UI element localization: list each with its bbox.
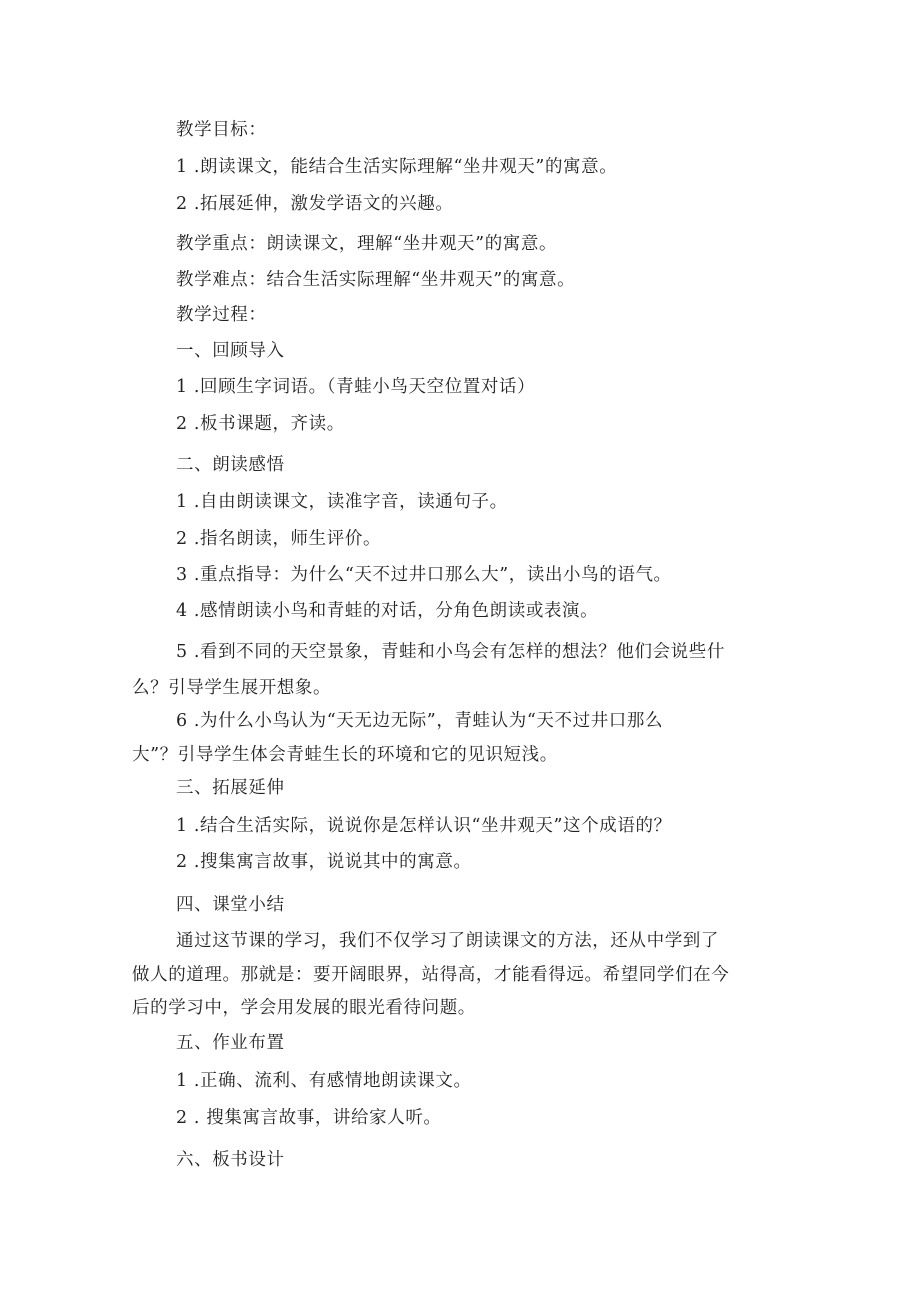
teaching-goals-heading: 教学目标： <box>176 120 267 140</box>
section-2-heading: 二、朗读感悟 <box>176 455 285 475</box>
section-3-item-1: 1 .结合生活实际，说说你是怎样认识“坐井观天”这个成语的？ <box>176 816 672 836</box>
section-3-heading: 三、拓展延伸 <box>176 778 285 798</box>
section-2-item-2: 2 .指名朗读，师生评价。 <box>176 529 382 549</box>
section-2-item-1: 1 .自由朗读课文，读准字音，读通句子。 <box>176 492 508 512</box>
section-2-item-4: 4 .感情朗读小鸟和青蛙的对话，分角色朗读或表演。 <box>176 601 599 621</box>
section-2-item-3: 3 .重点指导：为什么“天不过井口那么大”，读出小鸟的语气。 <box>176 565 672 585</box>
section-4-heading: 四、课堂小结 <box>176 895 285 915</box>
section-1-item-1: 1 .回顾生字词语。（青蛙小鸟天空位置对话） <box>176 377 536 397</box>
teaching-process-heading: 教学过程： <box>176 305 267 325</box>
homework-item-2: 2 . 搜集寓言故事，讲给家人听。 <box>176 1108 442 1128</box>
section-1-item-2: 2 .板书课题，齐读。 <box>176 414 345 434</box>
teaching-difficulty: 教学难点：结合生活实际理解“坐井观天”的寓意。 <box>176 270 576 290</box>
goal-item-1: 1 .朗读课文，能结合生活实际理解“坐井观天”的寓意。 <box>176 157 618 177</box>
goal-item-2: 2 .拓展延伸，激发学语文的兴趣。 <box>176 194 454 214</box>
section-5-heading: 五、作业布置 <box>176 1033 285 1053</box>
section-2-item-6-line-1: 6 .为什么小鸟认为“天无边无际”，青蛙认为“天不过井口那么 <box>176 711 664 731</box>
section-2-item-6-line-2: 大”？引导学生体会青蛙生长的环境和它的见识短浅。 <box>132 745 558 765</box>
section-3-item-2: 2 .搜集寓言故事，说说其中的寓意。 <box>176 852 472 872</box>
section-1-heading: 一、回顾导入 <box>176 341 285 361</box>
section-2-item-5-line-1: 5 .看到不同的天空景象，青蛙和小鸟会有怎样的想法？他们会说些什 <box>176 642 725 662</box>
summary-line-2: 做人的道理。那就是：要开阔眼界，站得高，才能看得远。希望同学们在今 <box>132 965 730 985</box>
teaching-focus: 教学重点：朗读课文，理解“坐井观天”的寓意。 <box>176 234 558 254</box>
section-2-item-5-line-2: 么？引导学生展开想象。 <box>132 678 332 698</box>
section-6-heading: 六、板书设计 <box>176 1150 285 1170</box>
summary-line-1: 通过这节课的学习，我们不仅学习了朗读课文的方法，还从中学到了 <box>176 931 719 951</box>
homework-item-1: 1 .正确、流利、有感情地朗读课文。 <box>176 1071 472 1091</box>
summary-line-3: 后的学习中，学会用发展的眼光看待问题。 <box>132 998 476 1018</box>
